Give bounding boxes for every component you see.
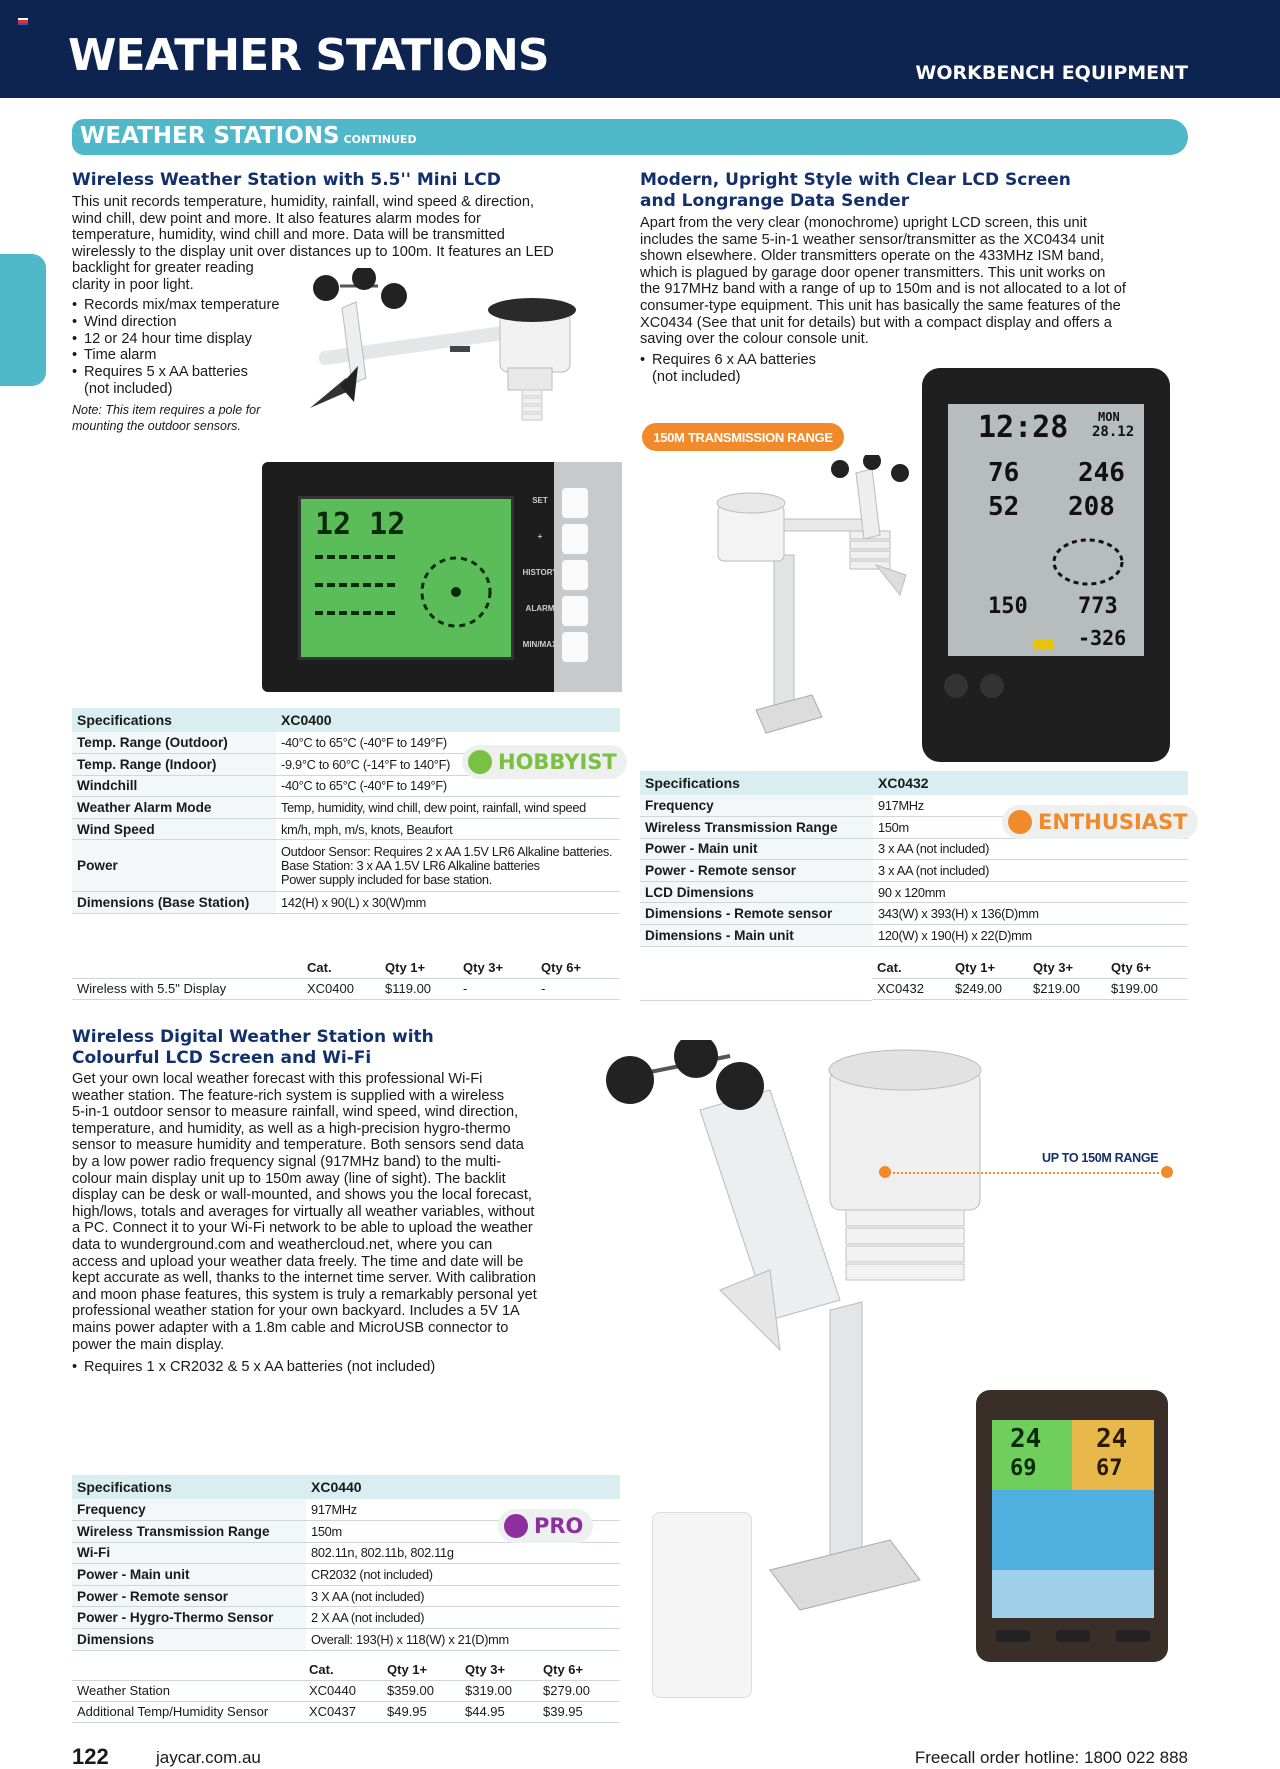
table-row: Wireless with 5.5" Display XC0400 $119.00 - - <box>72 978 620 999</box>
hotline-text: Freecall order hotline: 1800 022 888 <box>914 1748 1188 1767</box>
lcd-screen <box>948 404 1144 656</box>
range-label: UP TO 150M RANGE <box>1042 1151 1159 1165</box>
page-number: 122 <box>72 1744 109 1769</box>
pro-badge: PRO <box>498 1509 593 1543</box>
lcd-hum-in: 52 <box>988 492 1020 522</box>
side-tab <box>0 254 46 386</box>
page-title: WEATHER STATIONS <box>68 30 549 81</box>
table-row: Dimensions Overall: 193(H) x 118(W) x 21(D)mm <box>72 1629 620 1651</box>
lcd-rain: 150 <box>988 594 1028 619</box>
range-line <box>885 1172 1167 1174</box>
display-button[interactable] <box>980 674 1004 698</box>
enthusiast-badge: ENTHUSIAST <box>1002 805 1198 839</box>
lcd-screen <box>298 496 514 660</box>
table-row: XC0432 $249.00 $219.00 $199.00 <box>872 978 1188 999</box>
product2-features <box>640 352 940 369</box>
transmission-range-pill: 150M TRANSMISSION RANGE <box>642 423 844 451</box>
product1-price-table: Cat. Qty 1+ Qty 3+ Qty 6+ Wireless with 5.5" Display XC0400 $119.00 - - <box>72 958 620 1000</box>
table-row: Dimensions - Remote sensor 343(W) x 393(H) x 136(D)mm <box>640 903 1188 925</box>
list-item: • 12 or 24 hour time display <box>72 331 312 348</box>
lcd-temp-out: 24 <box>1096 1424 1128 1454</box>
lcd-hum-out: 208 <box>1068 492 1115 522</box>
lcd-time: 12:28 <box>978 410 1069 445</box>
product1-spec-table: Specifications XC0400 Temp. Range (Outdoor) -40°C to 65°C (-40°F to 149°F) Temp. Range (Indoor) -9.9°C to 60°C (-14°F to 140°F) Windchill -40°C to 65°C (-40°F to 149°F) Weather Alarm Mode Temp, humidity, wind chill, dew point, rainfall, wind speed Wind Speed km/h, mph, m/s, knots, Beaufort Power Outdoor Sensor: Requires 2 x AA 1.5V LR6 Alkaline batteries. Base Station: 3 x AA 1.5V LR6 Alkaline batteries Power supply included for base station. Dimensions (Base Station) 142(H) x 90(L) x 30(W)mm <box>72 708 620 914</box>
wind-compass-icon <box>1048 534 1128 590</box>
table-row: Wireless Transmission Range 150m <box>640 817 1188 839</box>
hygro-thermo-sensor-image <box>652 1512 752 1698</box>
table-row: LCD Dimensions 90 x 120mm <box>640 881 1188 903</box>
table-row: Power - Remote sensor 3 X AA (not included) <box>72 1585 620 1607</box>
plus-button[interactable] <box>562 524 588 554</box>
table-row: Wind Speed km/h, mph, m/s, knots, Beaufort <box>72 818 620 840</box>
product2-price-table: Cat. Qty 1+ Qty 3+ Qty 6+ XC0432 $249.00 $219.00 $199.00 <box>872 958 1188 1000</box>
history-button[interactable] <box>562 560 588 590</box>
sensor-mast-image <box>700 455 920 740</box>
flag-icon <box>18 18 28 25</box>
display-button[interactable] <box>1116 1630 1150 1642</box>
list-item: • Requires 6 x AA batteries <box>640 352 940 369</box>
product2-title: Modern, Upright Style with Clear LCD Screen and Longrange Data Sender <box>640 170 1071 211</box>
button-labels: SET + HISTORY ALARM MIN/MAX <box>522 496 558 649</box>
lcd-date: 28.12 <box>1092 424 1135 440</box>
table-row: Power - Hygro-Thermo Sensor 2 X AA (not included) <box>72 1607 620 1629</box>
lcd-hum-out: 67 <box>1096 1456 1123 1481</box>
table-row: Temp. Range (Indoor) -9.9°C to 60°C (-14°F to 140°F) <box>72 754 620 776</box>
product3-features <box>72 1359 612 1376</box>
lcd-day: MON <box>1098 410 1120 424</box>
product1-features <box>72 297 312 381</box>
product2-description: Apart from the very clear (monochrome) upright LCD screen, this unit includes the same 5-in-1 weather sensor/transmitter as the XC0434 unit shown elsewhere. Older transmitters operate on the 433MHz ISM band, which is plagued by garage door opener transmitters. This unit works on the 917MHz band with a range of up to 150m and is not allocated to a lot of consumer-type equipment. This unit has basically the same features of the XC0434 (See that unit for details) but with a compact display and offers a saving over the colour console unit. <box>640 215 1126 348</box>
product2-spec-table: Specifications XC0432 Frequency 917MHz Wireless Transmission Range 150m Power - Main unit 3 x AA (not included) Power - Remote sensor 3 x AA (not included) LCD Dimensions 90 x 120mm Dimensions - Remote sensor 343(W) x 393(H) x 136(D)mm Dimensions - Main unit 120(W) x 190(H) x 22(D)mm <box>640 771 1188 947</box>
list-item: • Wind direction <box>72 314 312 331</box>
header-bar <box>0 0 1280 98</box>
product1-display-unit <box>262 462 622 692</box>
table-row: Frequency 917MHz <box>72 1499 620 1521</box>
table-row: Dimensions (Base Station) 142(H) x 90(L) x 30(W)mm <box>72 892 620 914</box>
table-row: Temp. Range (Outdoor) -40°C to 65°C (-40°F to 149°F) <box>72 732 620 754</box>
range-dot-end <box>1161 1166 1173 1178</box>
table-row: Dimensions - Main unit 120(W) x 190(H) x 22(D)mm <box>640 925 1188 947</box>
alarm-button[interactable] <box>562 596 588 626</box>
band-title: WEATHER STATIONS CONTINUED <box>80 123 417 149</box>
lcd-pressure: 773 <box>1078 594 1118 619</box>
table-row: Weather Station XC0440 $359.00 $319.00 $279.00 <box>72 1680 620 1701</box>
product1-note: Note: This item requires a pole for mounting the outdoor sensors. <box>72 403 261 433</box>
display-button[interactable] <box>996 1630 1030 1642</box>
list-item: • Requires 1 x CR2032 & 5 x AA batteries (not included) <box>72 1359 612 1376</box>
list-item: • Requires 5 x AA batteries <box>72 364 312 381</box>
product3-price-table: Cat. Qty 1+ Qty 3+ Qty 6+ Weather Station XC0440 $359.00 $319.00 $279.00 Additional Temp/Humidity Sensor XC0437 $49.95 $44.95 $39.95 <box>72 1660 620 1723</box>
product3-description: Get your own local weather forecast with this professional Wi-Fi weather station. The feature-rich system is supplied with a wireless 5-in-1 outdoor sensor to measure rainfall, wind speed, wind direction, temperature, and humidity, as well as a high-precision hygro-thermo sensor to measure humidity and temperature. Both sensors send data by a low power radio frequency signal (917MHz band) to the multi- colour main display unit up to 150m away (line of sight). The backlit display can be desk or wall-mounted, and shows you the local forecast, high/lows, totals and averages for virtually all weather variables, without a PC. Connect it to your Wi-Fi network to be able to upload the weather data to wunderground.com and weathercloud.net, where you can access and upload your weather data freely. The time and date will be kept accurate as well, thanks to the internet time server. With calibration and moon phase features, this system is truly a remarkably personal yet professional weather station for your own backyard. Includes a 5V 1A mains power adapter with a 1.8m cable and MicroUSB connector to power the main display. <box>72 1071 537 1353</box>
wind-compass-icon <box>411 547 501 637</box>
lcd-temp-in: 24 <box>1010 1424 1042 1454</box>
lcd-wind: -326 <box>1078 626 1127 650</box>
table-row: Wireless Transmission Range 150m <box>72 1521 620 1543</box>
table-row: Power - Main unit 3 x AA (not included) <box>640 838 1188 860</box>
price-divider <box>640 1000 872 1001</box>
hobbyist-badge: HOBBYIST <box>462 745 627 779</box>
table-row: Power - Main unit CR2032 (not included) <box>72 1564 620 1586</box>
product3-display-unit <box>976 1390 1168 1662</box>
lcd-temp-out: 246 <box>1078 458 1125 488</box>
table-row: Additional Temp/Humidity Sensor XC0437 $49.95 $44.95 $39.95 <box>72 1701 620 1722</box>
table-row: Windchill -40°C to 65°C (-40°F to 149°F) <box>72 775 620 797</box>
product1-description: This unit records temperature, humidity, rainfall, wind speed & direction, wind chill, dew point and more. It also features alarm modes for temperature, humidity, wind chill and more. Data will be transmitted wirelessly to the display unit over distances up to 100m. It features an LED backlight for greater reading clarity in poor light. <box>72 194 554 293</box>
display-button[interactable] <box>1056 1630 1090 1642</box>
table-row: Power Outdoor Sensor: Requires 2 x AA 1.5V LR6 Alkaline batteries. Base Station: 3 x AA 1.5V LR6 Alkaline batteries Power supply included for base station. <box>72 840 620 892</box>
table-row: Wi-Fi 802.11n, 802.11b, 802.11g <box>72 1542 620 1564</box>
product1-title: Wireless Weather Station with 5.5'' Mini LCD <box>72 170 501 190</box>
minmax-button[interactable] <box>562 632 588 662</box>
website-link[interactable]: jaycar.com.au <box>156 1748 261 1767</box>
product1-bullet-cont: (not included) <box>84 381 173 397</box>
band-subtitle: CONTINUED <box>343 133 417 146</box>
lcd-temp-in: 76 <box>988 458 1020 488</box>
lcd-screen <box>992 1420 1154 1618</box>
section-tag: WORKBENCH EQUIPMENT <box>915 62 1188 84</box>
table-row: Power - Remote sensor 3 x AA (not included) <box>640 860 1188 882</box>
list-item: • Time alarm <box>72 347 312 364</box>
product2-bullet-cont: (not included) <box>652 369 741 385</box>
lcd-time: 12 12 <box>315 507 406 542</box>
lcd-hum-in: 69 <box>1010 1456 1037 1481</box>
outdoor-sensor-image <box>300 268 630 438</box>
display-button[interactable] <box>944 674 968 698</box>
product3-spec-table: Specifications XC0440 Frequency 917MHz Wireless Transmission Range 150m Wi-Fi 802.11n, 802.11b, 802.11g Power - Main unit CR2032 (not included) Power - Remote sensor 3 X AA (not included) Power - Hygro-Thermo Sensor 2 X AA (not included) Dimensions Overall: 193(H) x 118(W) x 21(D)mm <box>72 1475 620 1651</box>
section-band <box>72 119 1188 155</box>
set-button[interactable] <box>562 488 588 518</box>
product2-display-unit <box>922 368 1170 762</box>
list-item: • Records mix/max temperature <box>72 297 312 314</box>
product3-title: Wireless Digital Weather Station with Colourful LCD Screen and Wi-Fi <box>72 1027 434 1068</box>
range-dot-start <box>879 1166 891 1178</box>
table-row: Frequency 917MHz <box>640 795 1188 817</box>
table-row: Weather Alarm Mode Temp, humidity, wind chill, dew point, rainfall, wind speed <box>72 797 620 819</box>
